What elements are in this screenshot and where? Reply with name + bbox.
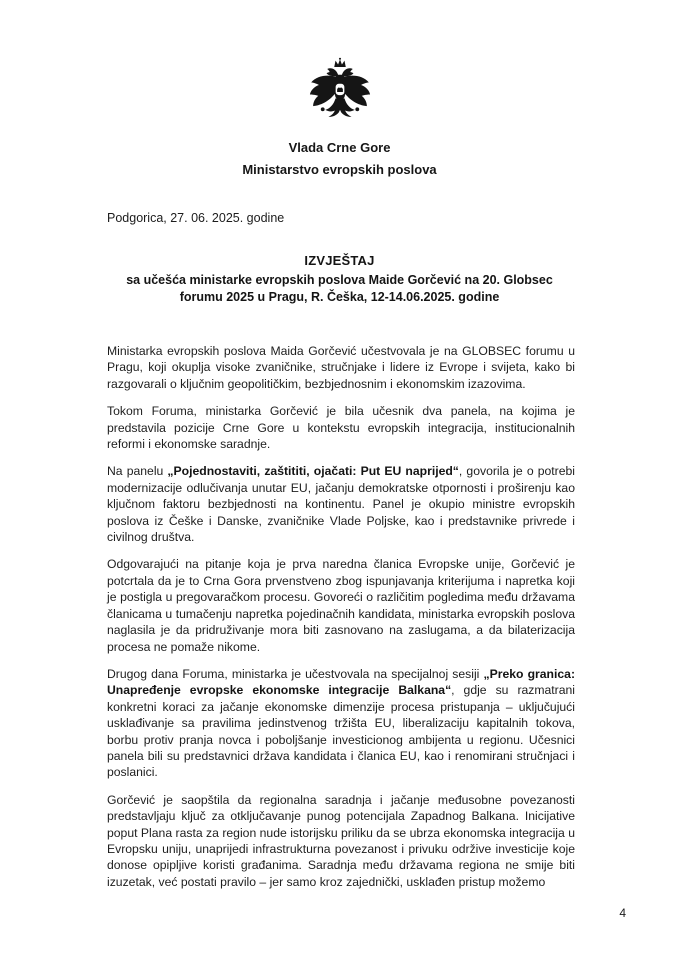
paragraph-text: , govorila je o potrebi modernizacije odlučivanja unutar EU, jačanju demokratske otpornosti i proširenju kao ključnom faktoru bezbjednosti na kontinentu. Panel je okupio ministre evropskih poslova iz Češke i Danske, zvaničnike Vlade Poljske, kao i predstavnike privrede i civilnog društva.: [107, 464, 575, 545]
paragraph-text: , gdje su razmatrani konkretni koraci za jačanje ekonomske dimenzije procesa pristupanja – uključujući usklađivanje sa pravilima jedinstvenog tržišta EU, liberalizaciju kapitalnih tokova, borbu protiv pranja novca i poboljšanje investicionog ambijenta u regionu. Učesnici panela bili su predstavnici država kandidata i članica EU, kao i renomirani stručnjaci i poslanici.: [107, 683, 576, 780]
paragraph-bold-quote: „Pojednostaviti, zaštititi, ojačati: Put EU naprijed“: [167, 464, 459, 479]
body-paragraph: [107, 463, 575, 545]
body-paragraph: [107, 556, 575, 654]
title-block: [0, 253, 679, 305]
ministry-name: Ministarstvo evropskih poslova: [242, 162, 437, 177]
paragraph-text: Odgovarajući na pitanje koja je prva naredna članica Evropske unije, Gorčević je potcrtala da je to Crna Gora prvenstveno zbog ispunjavanja kriterijuma i napretka koji je postigla u pregovaračkom procesu. Govoreći o različitim pogledima među državama članicama u tumačenju napretka pojedinačnih kandidata, ministarka evropskih poslova naglasila je da pridruživanje mora biti zasnovano na zaslugama, a da bilaterizacija procesa ne pomaže nikome.: [107, 557, 575, 654]
paragraph-text: Tokom Foruma, ministarka Gorčević je bila učesnik dva panela, na kojima je predstavila pozicije Crne Gore u kontekstu evropskih integracija, institucionalnih reformi i ekonomske saradnje.: [107, 404, 575, 452]
dateline: Podgorica, 27. 06. 2025. godine: [107, 211, 285, 225]
coat-of-arms-icon: [0, 0, 679, 128]
paragraph-text: Drugog dana Foruma, ministarka je učestvovala na specijalnoj sesiji: [107, 666, 484, 681]
paragraph-text: Na panelu: [107, 464, 168, 479]
document-subtitle: sa učešća ministarke evropskih poslova Maide Gorčević na 20. Globsec forumu 2025 u Pragu, R. Češka, 12-14.06.2025. godine: [126, 273, 553, 304]
body-paragraph: [107, 403, 575, 452]
paragraph-text: Gorčević je saopštila da regionalna saradnja i jačanje međusobne povezanosti predstavljaju ključ za otključavanje punog potencijala Zapadnog Balkana. Inicijative poput Plana rasta za region nude istorijsku priliku da se ubrza ekonomska integracija u Evropsku uniju, unaprijedi infrastrukturna povezanost i privuku održive investicije koje donose opipljive koristi građanima. Saradnja među državama regiona ne smije biti izuzetak, već postati pravilo – jer samo kroz zajednički, usklađen pristup možemo: [107, 792, 575, 889]
document-header: [0, 0, 679, 177]
paragraph-bold-quote: „Preko granica: Unapređenje evropske ekonomske integracije Balkana“: [107, 666, 575, 698]
document-body: [107, 343, 575, 890]
body-paragraph: [107, 792, 575, 890]
government-name: Vlada Crne Gore: [288, 140, 391, 155]
body-paragraph: [107, 343, 575, 392]
body-paragraph: [107, 666, 575, 781]
page-number: 4: [619, 906, 626, 920]
paragraph-text: Ministarka evropskih poslova Maida Gorčević učestvovala je na GLOBSEC forumu u Pragu, koji okuplja visoke zvaničnike, stručnjake i lidere iz Evrope i svijeta, kako bi razgovarali o ključnim geopolitičkim, bezbjednosnim i ekonomskim izazovima.: [107, 344, 575, 391]
document-title: IZVJEŠTAJ: [304, 253, 375, 268]
